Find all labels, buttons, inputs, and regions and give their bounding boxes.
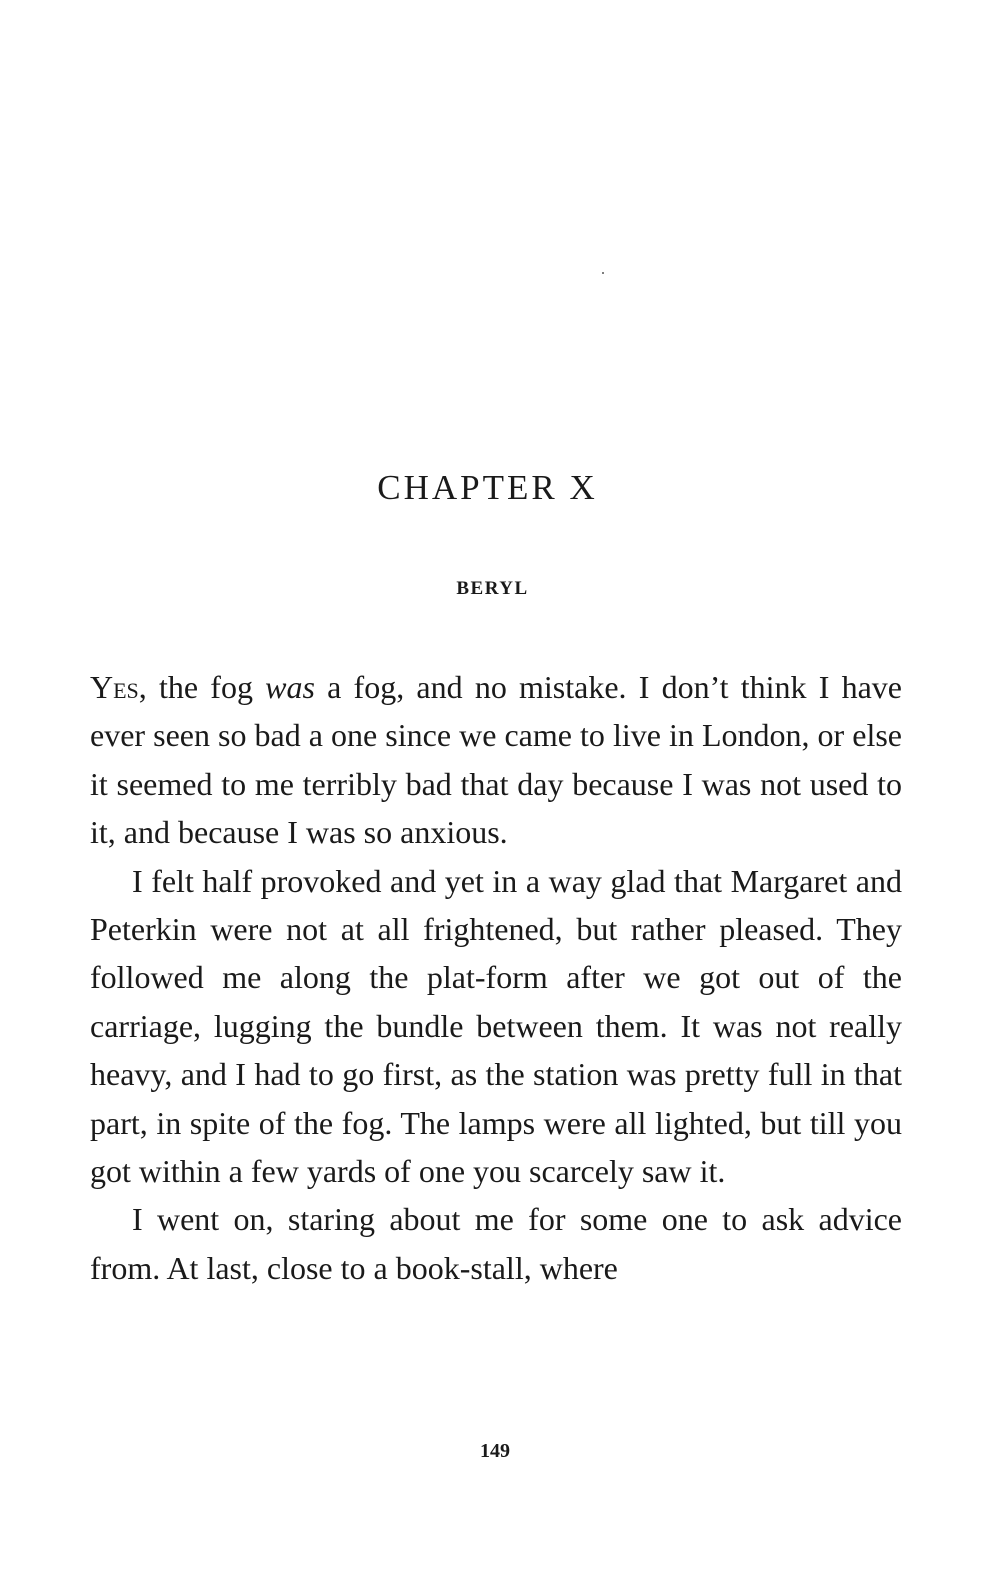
paragraph-1-text-a: , the fog [138,669,266,705]
dropcap-rest: es [113,669,139,705]
chapter-subtitle: BERYL [456,578,529,599]
chapter-heading: CHAPTER X [377,468,598,507]
emphasis-was: was [265,669,315,705]
paragraph-3: I went on, staring about me for some one to ask advice from. At last, close to a book-stall, where [90,1201,902,1286]
chapter-body [90,663,902,1292]
paragraph-1 [90,663,902,857]
paragraph-1-text-b: a fog, and no mistake. I don’t think I have ever seen so bad a one since we came to live in London, or else it seemed to me terribly bad that day because I was not used to it, and because I was so anxious. [90,669,903,851]
dropcap-initial: Y [90,669,114,705]
paper-speck [602,272,604,274]
paragraph-2: I felt half provoked and yet in a way glad that Margaret and Peterkin were not at all frightened, but rather pleased. They followed me along the plat-form after we got out of the carriage, lugging the bundle between them. It was not really heavy, and I had to go first, as the station was pretty full in that part, in spite of the fog. The lamps were all lighted, but till you got within a few yards of one you scarcely saw it. [90,862,902,1190]
page-number: 149 [480,1440,510,1462]
